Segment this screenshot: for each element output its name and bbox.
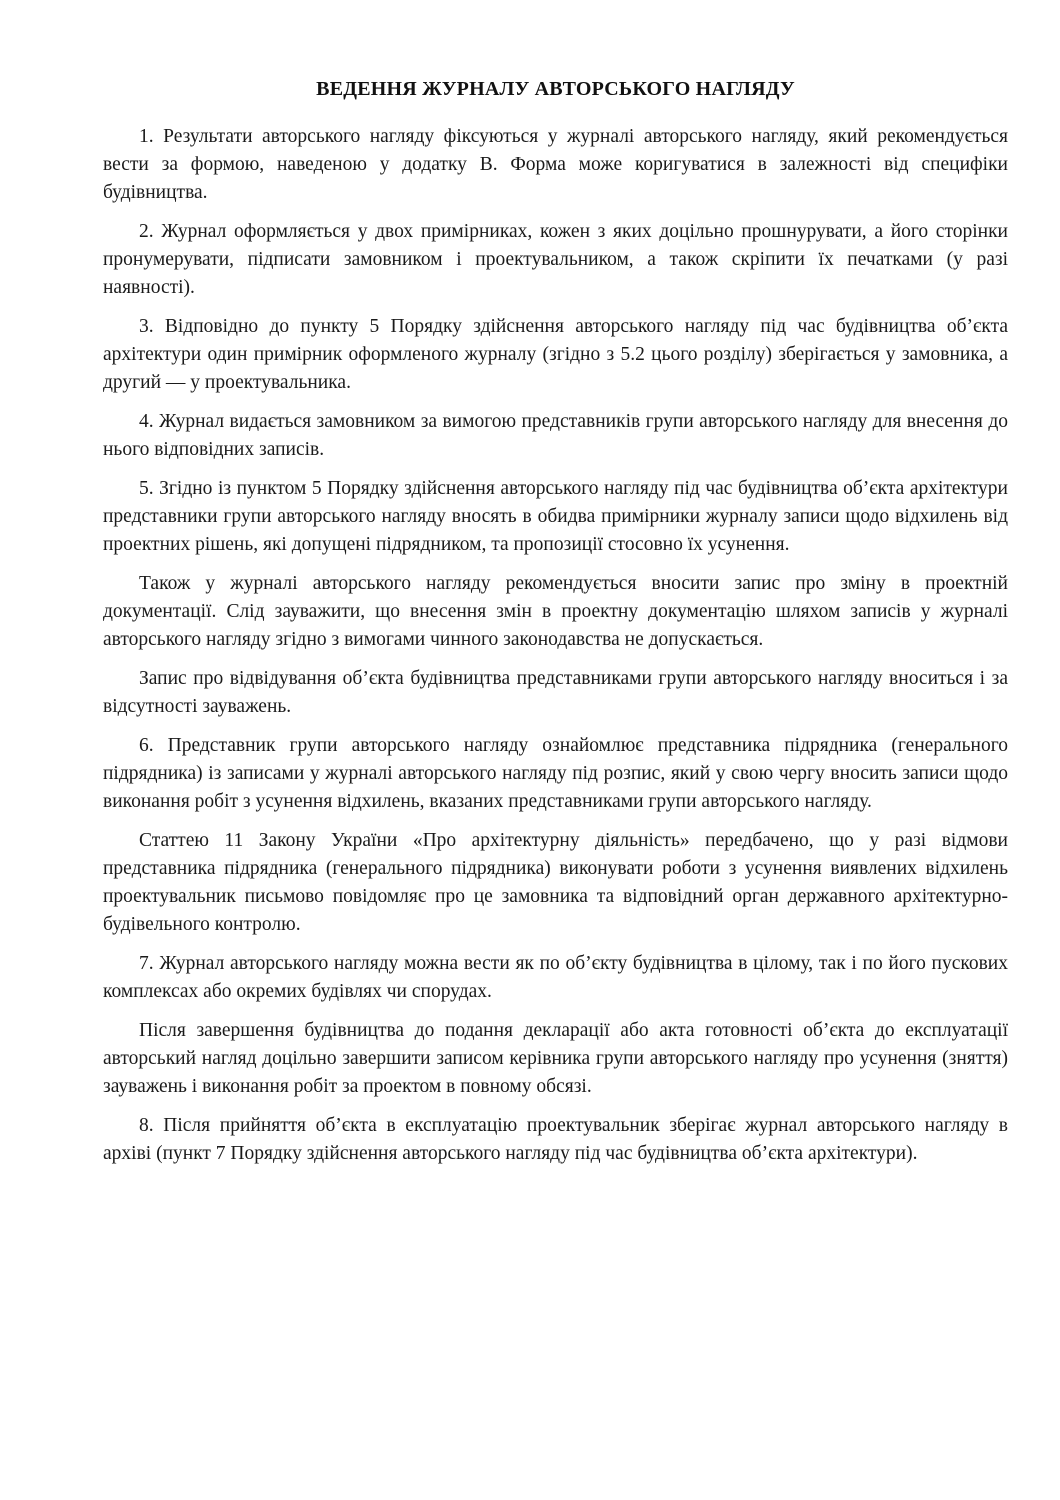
paragraph-4: 4. Журнал видається замовником за вимогою представників групи авторського нагляду для внесення до нього відповідних записів. (103, 411, 1008, 460)
paragraph-3: 3. Відповідно до пункту 5 Порядку здійснення авторського нагляду під час будівництва об’єкта архітектури один примірник оформленого журналу (згідно з 5.2 цього розділу) зберігається у замовника, а другий — у проектувальника. (103, 316, 1008, 393)
paragraph-7: 7. Журнал авторського нагляду можна вести як по об’єкту будівництва в цілому, так і по його пускових комплексах або окремих будівлях чи спорудах. (103, 953, 1008, 1002)
paragraph-6-note: Статтею 11 Закону України «Про архітектурну діяльність» передбачено, що у разі відмови представника підрядника (генерального підрядника) виконувати роботи з усунення виявлених відхилень проектувальник письмово повідомляє про це замовника та відповідний орган державного архітектурно-будівельного контролю. (103, 830, 1008, 935)
paragraph-5-note-2: Запис про відвідування об’єкта будівництва представниками групи авторського нагляду вноситься і за відсутності зауважень. (103, 668, 1008, 717)
document-body (103, 76, 1008, 1179)
paragraph-2: 2. Журнал оформляється у двох примірниках, кожен з яких доцільно прошнурувати, а його сторінки пронумерувати, підписати замовником і проектувальником, а також скріпити їх печатками (у разі наявності). (103, 221, 1008, 298)
page-title: ВЕДЕННЯ ЖУРНАЛУ АВТОРСЬКОГО НАГЛЯДУ (316, 78, 795, 100)
paragraph-8: 8. Після прийняття об’єкта в експлуатацію проектувальник зберігає журнал авторського нагляду в архіві (пункт 7 Порядку здійснення авторського нагляду під час будівництва об’єкта архітектури). (103, 1115, 1008, 1164)
paragraph-5: 5. Згідно із пунктом 5 Порядку здійснення авторського нагляду під час будівництва об’єкта архітектури представники групи авторського нагляду вносять в обидва примірники журналу записи щодо відхилень від проектних рішень, які допущені підрядником, та пропозиції стосовно їх усунення. (103, 478, 1008, 555)
paragraph-1: 1. Результати авторського нагляду фіксуються у журналі авторського нагляду, який рекомендується вести за формою, наведеною у додатку В. Форма може коригуватися в залежності від специфіки будівництва. (103, 126, 1008, 203)
paragraph-5-note-1: Також у журналі авторського нагляду рекомендується вносити запис про зміну в проектній документації. Слід зауважити, що внесення змін в проектну документацію шляхом записів у журналі авторського нагляду згідно з вимогами чинного законодавства не допускається. (103, 573, 1008, 650)
paragraph-6: 6. Представник групи авторського нагляду ознайомлює представника підрядника (генерального підрядника) із записами у журналі авторського нагляду під розпис, який у свою чергу вносить записи щодо виконання робіт з усунення відхилень, вказаних представниками групи авторського нагляду. (103, 735, 1008, 812)
paragraph-7-note: Після завершення будівництва до подання декларації або акта готовності об’єкта до експлуатації авторський нагляд доцільно завершити записом керівника групи авторського нагляду про усунення (зняття) зауважень і виконання робіт за проектом в повному обсязі. (103, 1020, 1008, 1097)
